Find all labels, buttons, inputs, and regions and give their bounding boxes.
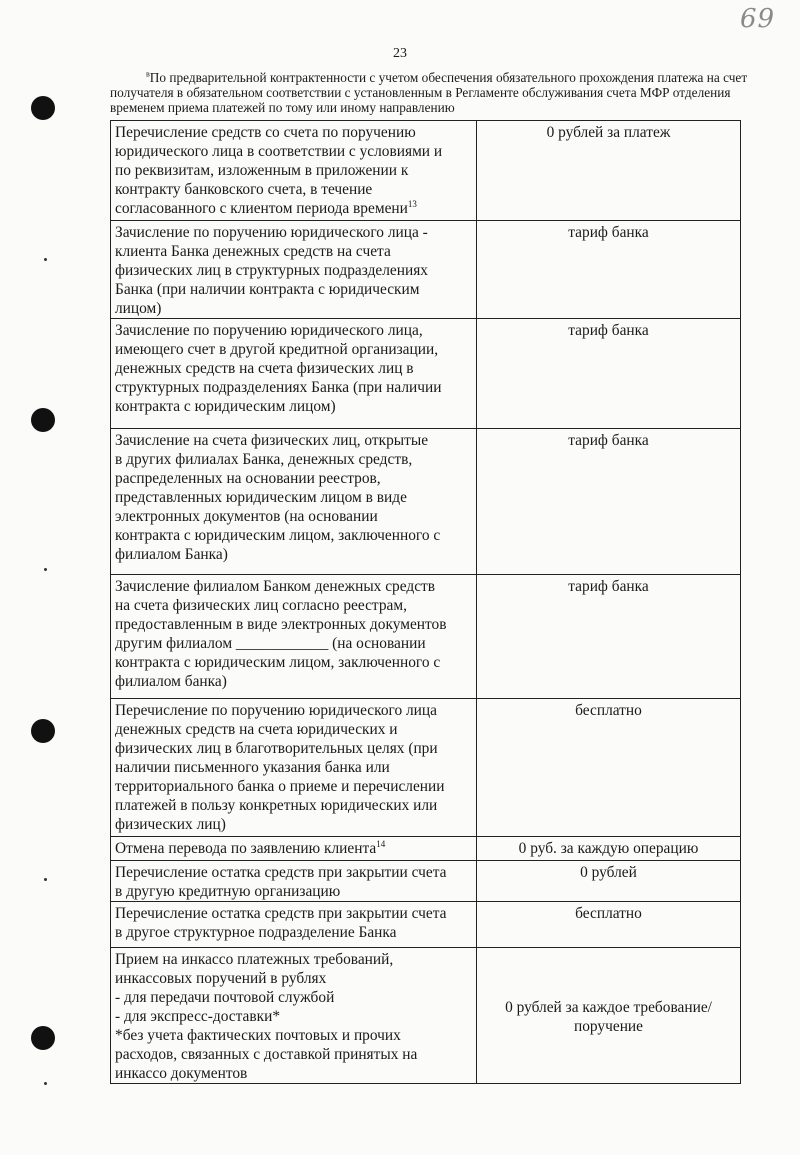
scan-speck [44,258,47,261]
service-rate: 0 рублей за каждое требование/поручение [477,948,741,1084]
service-description: Прием на инкассо платежных требований, инкассовых поручений в рублях - для передачи почтовой службой - для экспресс-доставки* *без учета фактических почтовых и прочих расходов, связанных с доставкой принятых на инкассо документов [111,948,477,1084]
footnote-text: По предварительной контрактенности с учетом обеспечения обязательного прохождения платежа на счет получателя в обязательном соответствии с установленным в Регламенте обслуживания счета МФР отделения временем приема платежей по тому или иному направлению [110,70,748,115]
service-description: Зачисление по поручению юридического лица - клиента Банка денежных средств на счета физических лиц в структурных подразделениях Банка (при наличии контракта с юридическим лицом) [111,221,477,319]
page-number: 23 [393,46,407,61]
service-rate: 0 руб. за каждую операцию [477,837,741,861]
binder-hole [31,1026,55,1050]
service-description: Зачисление по поручению юридического лица, имеющего счет в другой кредитной организации, денежных средств на счета физических лиц в структурных подразделениях Банка (при наличии контракта с юридическим лицом) [111,319,477,429]
scan-speck [44,878,47,881]
service-description: Перечисление по поручению юридического лица денежных средств на счета юридических и физических лиц в благотворительных целях (при наличии письменного указания банка или территориального банка о приеме и перечислении платежей в пользу конкретных юридических или физических лиц) [111,699,477,837]
service-description: Зачисление на счета физических лиц, открытые в других филиалах Банка, денежных средств, распределенных на основании реестров, представленных юридическим лицом в виде электронных документов (на основании контракта с юридическим лицом, заключенного с филиалом Банка) [111,429,477,575]
table-row [111,319,741,429]
table-row [111,575,741,699]
table-row [111,121,741,221]
table-row [111,902,741,948]
table-row [111,429,741,575]
scan-speck [44,568,47,571]
handwritten-page-number: 69 [740,4,776,34]
service-rate: тариф банка [477,221,741,319]
tariff-table [110,120,741,1084]
table-row [111,221,741,319]
service-rate: 0 рублей [477,861,741,902]
footnote-ref: 14 [376,838,386,849]
table-row [111,699,741,837]
binder-hole [31,408,55,432]
service-description: Перечисление средств со счета по поручению юридического лица в соответствии с условиями и по реквизитам, изложенным в приложении к контракту банковского счета, в течение согласованного с клиентом периода времени$^{13}$ [111,121,477,221]
footnote-marker: в [146,69,150,79]
scan-speck [44,1082,47,1085]
service-rate: тариф банка [477,429,741,575]
service-rate: бесплатно [477,902,741,948]
binder-hole [31,719,55,743]
table-row [111,948,741,1084]
service-description: Зачисление филиалом Банком денежных средств на счета физических лиц согласно реестрам, предоставленным в виде электронных документов другим филиалом ____________ (на основании контракта с юридическим лицом, заключенного с филиалом банка) [111,575,477,699]
footnote-ref: 13 [407,198,417,209]
service-description: Перечисление остатка средств при закрытии счета в другое структурное подразделение Банка [111,902,477,948]
service-rate: тариф банка [477,575,741,699]
binder-hole [31,96,55,120]
service-rate: бесплатно [477,699,741,837]
service-description: Отмена перевода по заявлению клиента$^{14}$ [111,837,477,861]
service-rate: тариф банка [477,319,741,429]
table-row [111,861,741,902]
service-description: Перечисление остатка средств при закрытии счета в другую кредитную организацию [111,861,477,902]
footnote-header [110,70,760,115]
table-row [111,837,741,861]
service-rate: 0 рублей за платеж [477,121,741,221]
